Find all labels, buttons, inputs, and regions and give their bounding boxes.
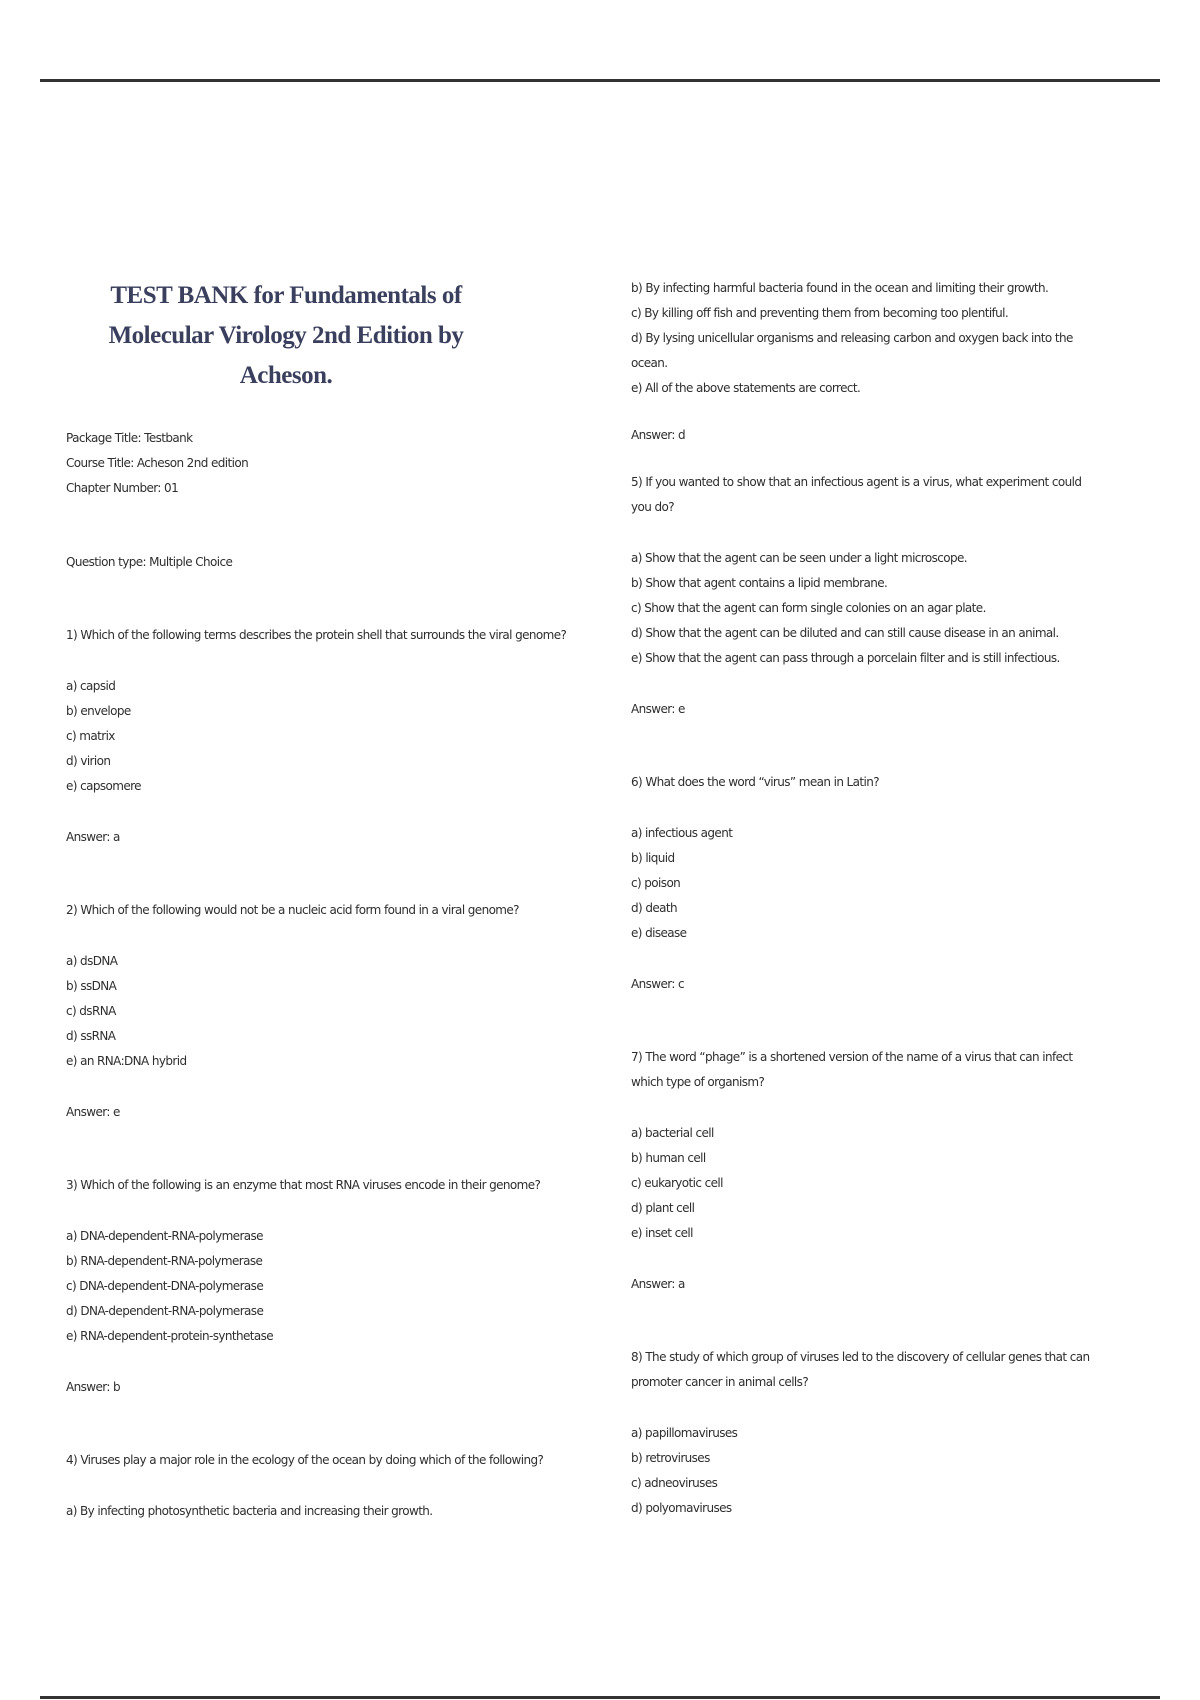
option: a) DNA-dependent-RNA-polymerase [66,1229,263,1243]
question-2-stem: 2) Which of the following would not be a nucleic acid form found in a viral genome? [66,903,519,917]
option: d) polyomaviruses [631,1501,732,1515]
right-column [631,276,1091,1521]
question-type: Question type: Multiple Choice [66,555,233,569]
option: a) capsid [66,679,116,693]
option: c) poison [631,876,681,890]
option: c) Show that the agent can form single colonies on an agar plate. [631,601,986,615]
question-8-stem: 8) The study of which group of viruses led to the discovery of cellular genes that can promoter cancer in animal cells? [631,1350,1090,1389]
left-column [66,276,586,1524]
option: a) dsDNA [66,954,118,968]
question-2-options [66,949,586,1074]
option: d) By lysing unicellular organisms and releasing carbon and oxygen back into the ocean. [631,331,1073,370]
question-7-stem: 7) The word “phage” is a shortened version of the name of a virus that can infect which type of organism? [631,1050,1073,1089]
option: b) By infecting harmful bacteria found in the ocean and limiting their growth. [631,281,1049,295]
option: d) DNA-dependent-RNA-polymerase [66,1304,264,1318]
question-4-options-part1 [66,1499,586,1524]
option: b) RNA-dependent-RNA-polymerase [66,1254,263,1268]
question-2-answer: Answer: e [66,1105,120,1119]
option: e) disease [631,926,687,940]
question-4-options-part2 [631,276,1091,401]
option: d) plant cell [631,1201,695,1215]
option: c) adneoviruses [631,1476,718,1490]
option: c) By killing off fish and preventing them from becoming too plentiful. [631,306,1009,320]
option: b) envelope [66,704,131,718]
question-4-stem: 4) Viruses play a major role in the ecology of the ocean by doing which of the following? [66,1453,544,1467]
option: e) RNA-dependent-protein-synthetase [66,1329,274,1343]
option: c) eukaryotic cell [631,1176,723,1190]
option: e) All of the above statements are correct. [631,381,861,395]
option: c) matrix [66,729,115,743]
top-rule [40,79,1160,82]
question-3-options [66,1224,586,1349]
question-3-answer: Answer: b [66,1380,121,1394]
question-1-stem: 1) Which of the following terms describes the protein shell that surrounds the viral genome? [66,628,567,642]
option: d) Show that the agent can be diluted and can still cause disease in an animal. [631,626,1059,640]
option: d) virion [66,754,111,768]
option: a) By infecting photosynthetic bacteria and increasing their growth. [66,1504,433,1518]
question-7-answer: Answer: a [631,1277,685,1291]
option: a) infectious agent [631,826,733,840]
course-title: Course Title: Acheson 2nd edition [66,456,249,470]
question-6-answer: Answer: c [631,977,685,991]
question-6-options [631,821,1091,946]
document-title: TEST BANK for Fundamentals of Molecular Virology 2nd Edition by Acheson. [108,282,464,389]
question-1-answer: Answer: a [66,830,120,844]
option: d) ssRNA [66,1029,116,1043]
question-5-answer: Answer: e [631,702,685,716]
question-5-options [631,546,1091,671]
question-1-options [66,674,586,799]
option: a) papillomaviruses [631,1426,738,1440]
question-3-stem: 3) Which of the following is an enzyme that most RNA viruses encode in their genome? [66,1178,541,1192]
bottom-rule [40,1696,1160,1699]
chapter-number: Chapter Number: 01 [66,481,179,495]
option: e) capsomere [66,779,141,793]
option: a) bacterial cell [631,1126,714,1140]
option: d) death [631,901,677,915]
document-meta [66,426,586,501]
option: c) dsRNA [66,1004,116,1018]
option: b) ssDNA [66,979,117,993]
option: b) retroviruses [631,1451,710,1465]
option: e) an RNA:DNA hybrid [66,1054,187,1068]
question-4-answer: Answer: d [631,428,686,442]
option: b) human cell [631,1151,706,1165]
question-5-stem: 5) If you wanted to show that an infectious agent is a virus, what experiment could you do? [631,475,1082,514]
option: a) Show that the agent can be seen under a light microscope. [631,551,968,565]
option: e) Show that the agent can pass through a porcelain filter and is still infectious. [631,651,1060,665]
option: b) liquid [631,851,675,865]
package-title: Package Title: Testbank [66,431,193,445]
option: e) inset cell [631,1226,693,1240]
question-7-options [631,1121,1091,1246]
question-8-options [631,1421,1091,1521]
option: b) Show that agent contains a lipid membrane. [631,576,888,590]
question-6-stem: 6) What does the word “virus” mean in Latin? [631,775,880,789]
option: c) DNA-dependent-DNA-polymerase [66,1279,264,1293]
